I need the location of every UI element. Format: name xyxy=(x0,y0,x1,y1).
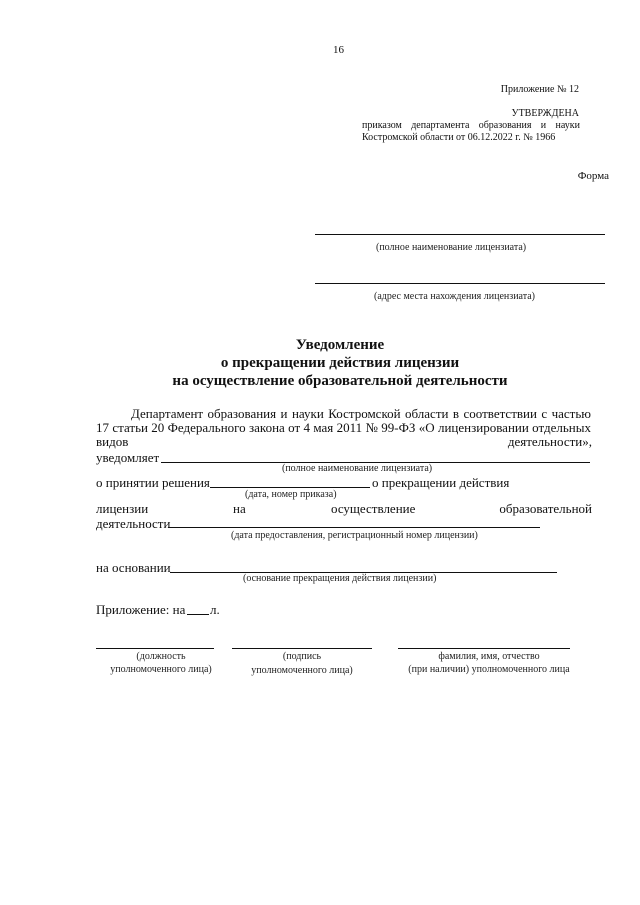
license-word-3: осуществление xyxy=(331,501,416,516)
activity-line xyxy=(168,527,540,528)
position-line xyxy=(96,648,214,649)
decision-label: о принятии решения xyxy=(96,475,210,490)
decision-caption: (дата, номер приказа) xyxy=(245,489,337,500)
page-number: 16 xyxy=(333,44,344,56)
attachment-label: Приложение: на xyxy=(96,602,186,617)
paragraph-line-2: 17 статьи 20 Федерального закона от 4 мая 2011 № 99-ФЗ «О лицензировании отдельных xyxy=(96,420,591,435)
full-name-line xyxy=(398,648,570,649)
licensee-name-caption: (полное наименование лицензиата) xyxy=(376,242,527,253)
signature-caption-1: (подпись xyxy=(282,651,322,662)
basis-caption: (основание прекращения действия лицензии) xyxy=(243,573,437,584)
title-line-1: Уведомление xyxy=(295,337,385,353)
order-line-2: Костромской области от 06.12.2022 г. № 1966 xyxy=(362,132,556,143)
position-caption-1: (должность xyxy=(136,651,186,662)
position-caption-2: уполномоченного лица) xyxy=(110,664,212,675)
notifies-caption: (полное наименование лицензиата) xyxy=(282,463,433,474)
paragraph-line-3-left: видов xyxy=(96,434,129,449)
full-name-caption-1: фамилия, имя, отчество xyxy=(438,651,540,662)
license-word-2: на xyxy=(233,501,246,516)
activity-label: деятельности xyxy=(96,516,171,531)
appendix-label: Приложение № 12 xyxy=(500,84,579,95)
license-word-1: лицензии xyxy=(96,501,149,516)
signature-caption-2: уполномоченного лица) xyxy=(251,665,353,676)
license-word-4: образовательной xyxy=(499,501,592,516)
notifies-label: уведомляет xyxy=(96,450,160,465)
licensee-address-caption: (адрес места нахождения лицензиата) xyxy=(374,291,535,302)
activity-caption: (дата предоставления, регистрационный номер лицензии) xyxy=(231,530,478,541)
order-line-1: приказом департамента образования и науки xyxy=(362,120,580,131)
form-label: Форма xyxy=(577,170,609,182)
licensee-name-line xyxy=(315,234,605,235)
licensee-address-line xyxy=(315,283,605,284)
title-line-2: о прекращении действия лицензии xyxy=(220,355,460,371)
full-name-caption-2: (при наличии) уполномоченного лица xyxy=(408,664,570,675)
attachment-line xyxy=(187,614,209,615)
paragraph-line-1: Департамент образования и науки Костромской области в соответствии с частью xyxy=(131,406,591,421)
approved-label: УТВЕРЖДЕНА xyxy=(511,108,579,119)
basis-label: на основании xyxy=(96,560,171,575)
decision-label-right: о прекращении действия xyxy=(372,475,510,490)
title-line-3: на осуществление образовательной деятельности xyxy=(172,373,508,389)
attachment-suffix: л. xyxy=(210,602,220,617)
signature-line xyxy=(232,648,372,649)
decision-line xyxy=(210,487,370,488)
paragraph-line-3-right: деятельности», xyxy=(507,434,592,449)
